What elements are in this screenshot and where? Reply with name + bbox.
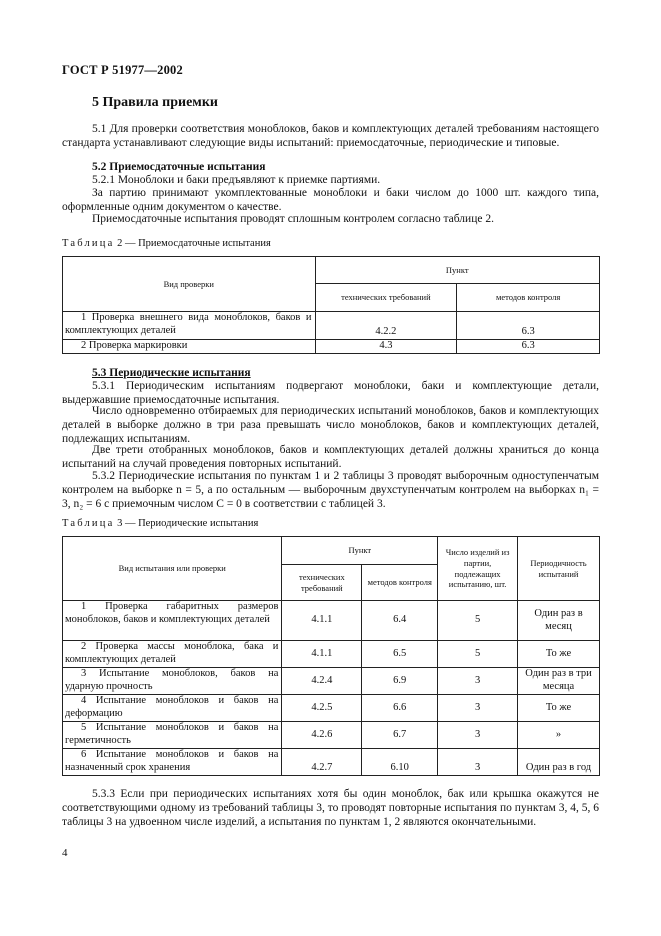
table-row: 6 Испытание моноблоков и баков на назначенный срок хранения 4.2.7 6.10 3 Один раз в год: [63, 749, 600, 776]
subsection-5-2-title: 5.2 Приемосдаточные испытания: [92, 161, 266, 173]
t3-header-type: Вид испытания или проверки: [63, 537, 282, 601]
paragraph-5-3-1b: Число одновременно отбираемых для периодических испытаний моноблоков, баков и комплектующих деталей в выборке должно в три раза превышать число моноблоков, баков и комплектующих деталей, подлежащих испытаниям.: [62, 405, 599, 446]
table-row: 2 Проверка маркировки 4.3 6.3: [63, 340, 600, 354]
table-periodic-tests: [62, 536, 600, 776]
standard-header: ГОСТ Р 51977—2002: [62, 63, 183, 77]
table-row: 2 Проверка массы моноблока, бака и комплектующих деталей 4.1.1 6.5 5 То же: [63, 641, 600, 668]
table-row: 5 Испытание моноблоков и баков на герметичность 4.2.6 6.7 3 »: [63, 722, 600, 749]
page-number: 4: [62, 847, 68, 859]
paragraph-5-3-2: 5.3.2 Периодические испытания по пунктам 1 и 2 таблицы 3 проводят выборочным одноступенчатым контролем на выборке n = 5, а по остальным — выборочным двухступенчатым контролем на выборках n₁ = 3, n₂ = 6 с приемочным числом C = 0 в соответствии с таблицей 3.: [62, 470, 599, 511]
table2-caption: Таблица 2 — Приемосдаточные испытания: [62, 238, 271, 249]
t3-header-count: Число изделий из партии, подлежащих испытанию, шт.: [438, 537, 518, 601]
t3-header-method: методов контроля: [362, 565, 438, 601]
paragraph-5-1: 5.1 Для проверки соответствия моноблоков, баков и комплектующих деталей требованиям настоящего стандарта устанавливают следующие виды испытаний: приемосдаточные, периодические и типовые.: [62, 123, 599, 150]
paragraph-5-3-1c: Две трети отобранных моноблоков, баков и комплектующих деталей должны храниться до конца испытаний на случай проведения повторных испытаний.: [62, 444, 599, 471]
section-title: 5 Правила приемки: [92, 95, 218, 110]
subsection-5-3-title: 5.3 Периодические испытания: [92, 367, 251, 379]
table-row: 1 Проверка габаритных размеров моноблоков, баков и комплектующих деталей 4.1.1 6.4 5 Один раз в месяц: [63, 601, 600, 641]
t2-header-tech: технических требований: [315, 284, 457, 312]
t2-header-method: методов контроля: [457, 284, 600, 312]
paragraph-5-3-1: 5.3.1 Периодическим испытаниям подвергают моноблоки, баки и комплектующие детали, выдержавшие приемосдаточные испытания.: [62, 380, 599, 407]
table-row: 4 Испытание моноблоков и баков на деформацию 4.2.5 6.6 3 То же: [63, 695, 600, 722]
t3-header-tech: технических требований: [282, 565, 362, 601]
paragraph-5-3-3: 5.3.3 Если при периодических испытаниях хотя бы один моноблок, бак или крышка окажутся не соответствующими одному из требований таблицы 3, то проводят повторные испытания по пунктам 3, 4, 5, 6 таблицы 3 на удвоенном числе изделий, а испытания по пунктам 1, 2 являются окончательными.: [62, 788, 599, 829]
t2-header-group: Пункт: [315, 257, 599, 284]
table3-caption: Таблица 3 — Периодические испытания: [62, 518, 259, 529]
paragraph-5-2-1: 5.2.1 Моноблоки и баки предъявляют к приемке партиями.: [92, 174, 381, 186]
paragraph-5-2-1c: Приемосдаточные испытания проводят сплошным контролем согласно таблице 2.: [92, 213, 494, 225]
table-acceptance-tests: [62, 256, 600, 354]
table-row: 3 Испытание моноблоков, баков на ударную прочность 4.2.4 6.9 3 Один раз в три месяца: [63, 668, 600, 695]
paragraph-5-2-1b: За партию принимают укомплектованные моноблоки и баки числом до 1000 шт. каждого типа, оформленные одним документом о качестве.: [62, 187, 599, 214]
t3-header-group: Пункт: [282, 537, 438, 565]
t2-header-type: Вид проверки: [63, 257, 316, 312]
table-row: 1 Проверка внешнего вида моноблоков, баков и комплектующих деталей 4.2.2 6.3: [63, 312, 600, 340]
t3-header-period: Периодичность испытаний: [518, 537, 600, 601]
